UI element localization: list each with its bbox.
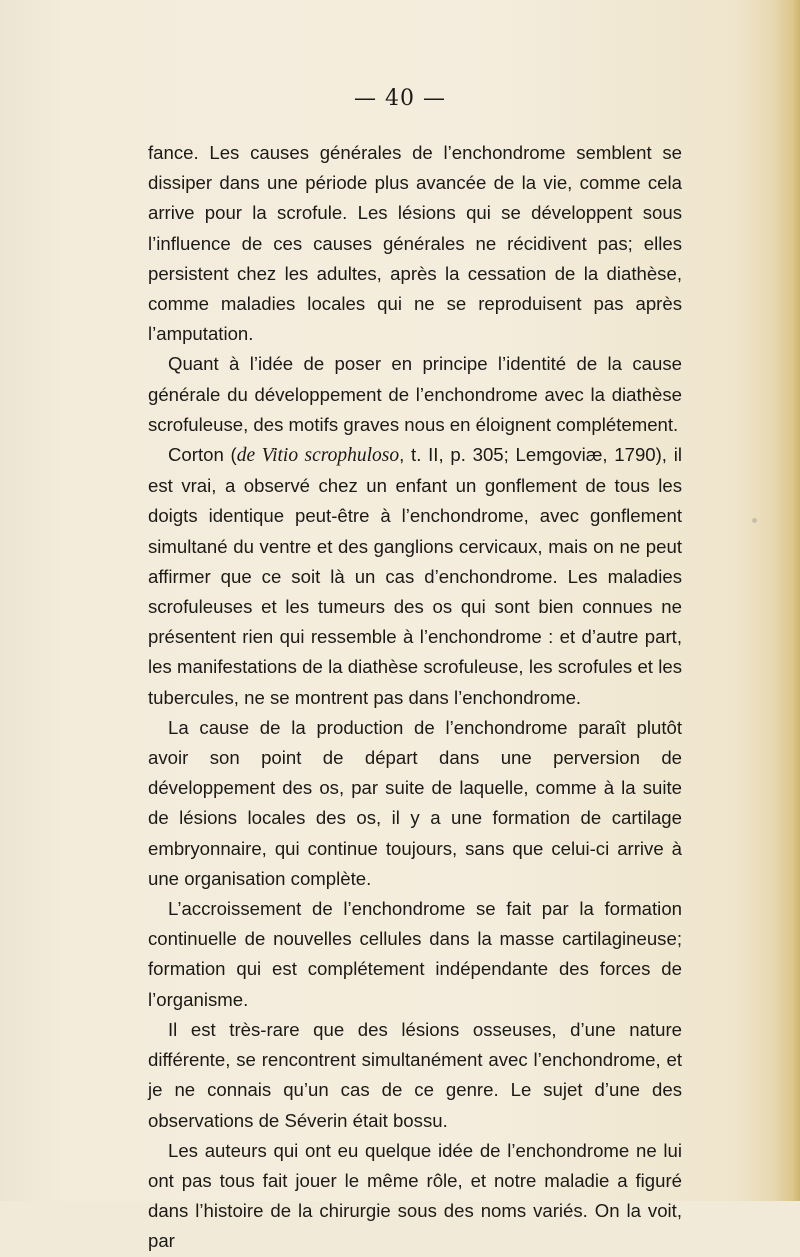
- paragraph-4: La cause de la production de l’enchondrome paraît plutôt avoir son point de départ dans une perversion de développement des os, par suite de laquelle, comme à la suite de lésions locales des os, il y a une formation de cartilage embryonnaire, qui continue toujours, sans que celui-ci arrive à une organisation complète.: [148, 716, 682, 889]
- paragraph-7: Les auteurs qui ont eu quelque idée de l’enchondrome ne lui ont pas tous fait jouer le même rôle, et notre maladie a figuré dans l’histoire de la chirurgie sous des noms variés. On la voit, par: [148, 1139, 682, 1252]
- body-text: [148, 138, 682, 1257]
- citation-title: de Vitio scrophuloso: [236, 445, 400, 467]
- paragraph-3-post: , t. II, p. 305; Lemgoviæ, 1790), il est vrai, a observé chez un enfant un gonflement de tous les doigts identique peut-être à l’enchondrome, avec gonflement simultané du ventre et des ganglions cervicaux, mais on ne peut affirmer que ce soit là un cas d’enchondrome. Les maladies scrofuleuses et les tumeurs des os qui sont bien connues ne présentent rien qui ressemble à l’enchondrome : et d’autre part, les manifestations de la diathèse scrofuleuse, les scrofules et les tubercules, ne se montrent pas dans l’enchondrome.: [148, 444, 682, 708]
- page-edge-stain: [774, 0, 800, 1201]
- paragraph-2: Quant à l’idée de poser en principe l’identité de la cause générale du développement de l’enchondrome avec la diathèse scrofuleuse, des motifs graves nous en éloignent complétement.: [148, 353, 682, 435]
- paragraph-3-pre: Corton (: [168, 444, 237, 466]
- paragraph-6: Il est très-rare que des lésions osseuses, d’une nature différente, se rencontrent simultanément avec l’enchondrome, et je ne connais qu’un cas de ce genre. Le sujet d’une des observations de Séverin était bossu.: [148, 1018, 682, 1131]
- paragraph-3: [148, 440, 682, 713]
- paper-speck: [752, 518, 757, 523]
- page-number-header: — 40 —: [354, 86, 446, 111]
- paragraph-1: fance. Les causes générales de l’enchondrome semblent se dissiper dans une période plus avancée de la vie, comme cela arrive pour la scrofule. Les lésions qui se développent sous l’influence de ces causes générales ne récidivent pas; elles persistent chez les adultes, après la cessation de la diathèse, comme maladies locales qui ne se reproduisent pas après l’amputation.: [148, 142, 682, 345]
- paragraph-5: L’accroissement de l’enchondrome se fait par la formation continuelle de nouvelles cellules dans la masse cartilagineuse; formation qui est complétement indépendante des forces de l’organisme.: [148, 898, 682, 1010]
